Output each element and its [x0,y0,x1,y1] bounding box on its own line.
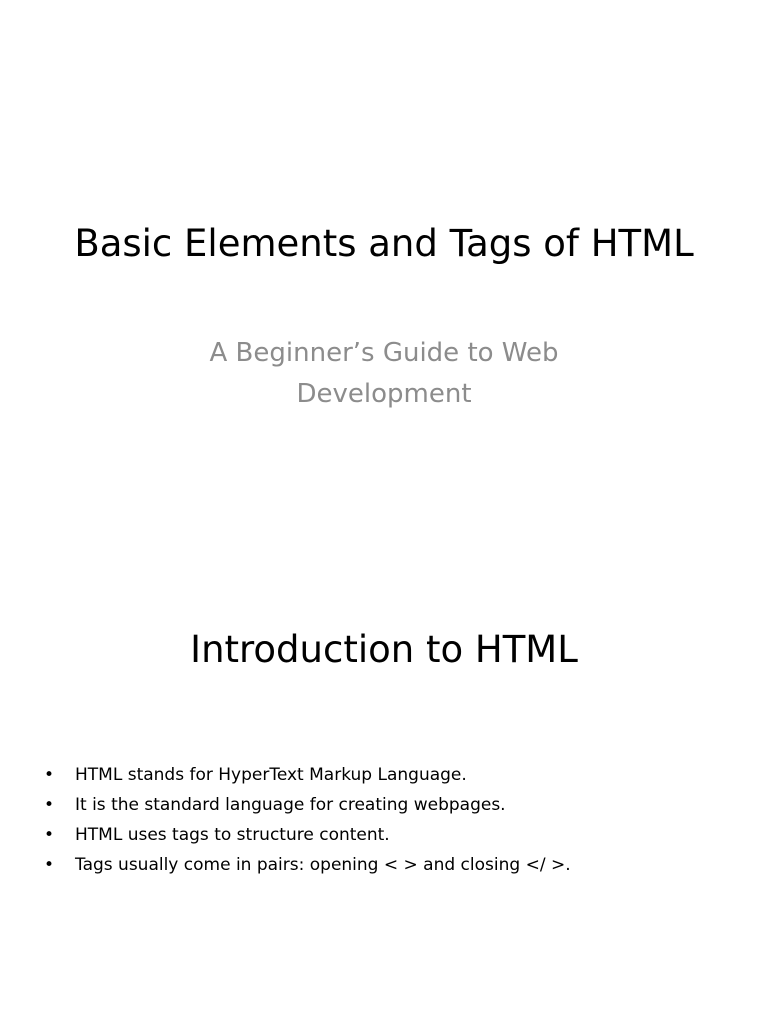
bullet-list [44,760,571,880]
slide-title: Basic Elements and Tags of HTML [74,222,694,265]
content-slide [0,576,768,1024]
bullet-text: Tags usually come in pairs: opening < > and closing </ >. [75,855,571,875]
slide-title: Introduction to HTML [190,628,578,671]
list-item [44,790,571,820]
bullet-icon: • [44,855,55,875]
bullet-text: HTML uses tags to structure content. [75,825,390,845]
list-item [44,820,571,850]
bullet-icon: • [44,765,55,785]
bullet-text: HTML stands for HyperText Markup Language. [75,765,467,785]
list-item [44,850,571,880]
bullet-text: It is the standard language for creating webpages. [75,795,506,815]
bullet-icon: • [44,825,55,845]
slide-subtitle: A Beginner’s Guide to Web Development [209,338,559,409]
bullet-icon: • [44,795,55,815]
list-item [44,760,571,790]
